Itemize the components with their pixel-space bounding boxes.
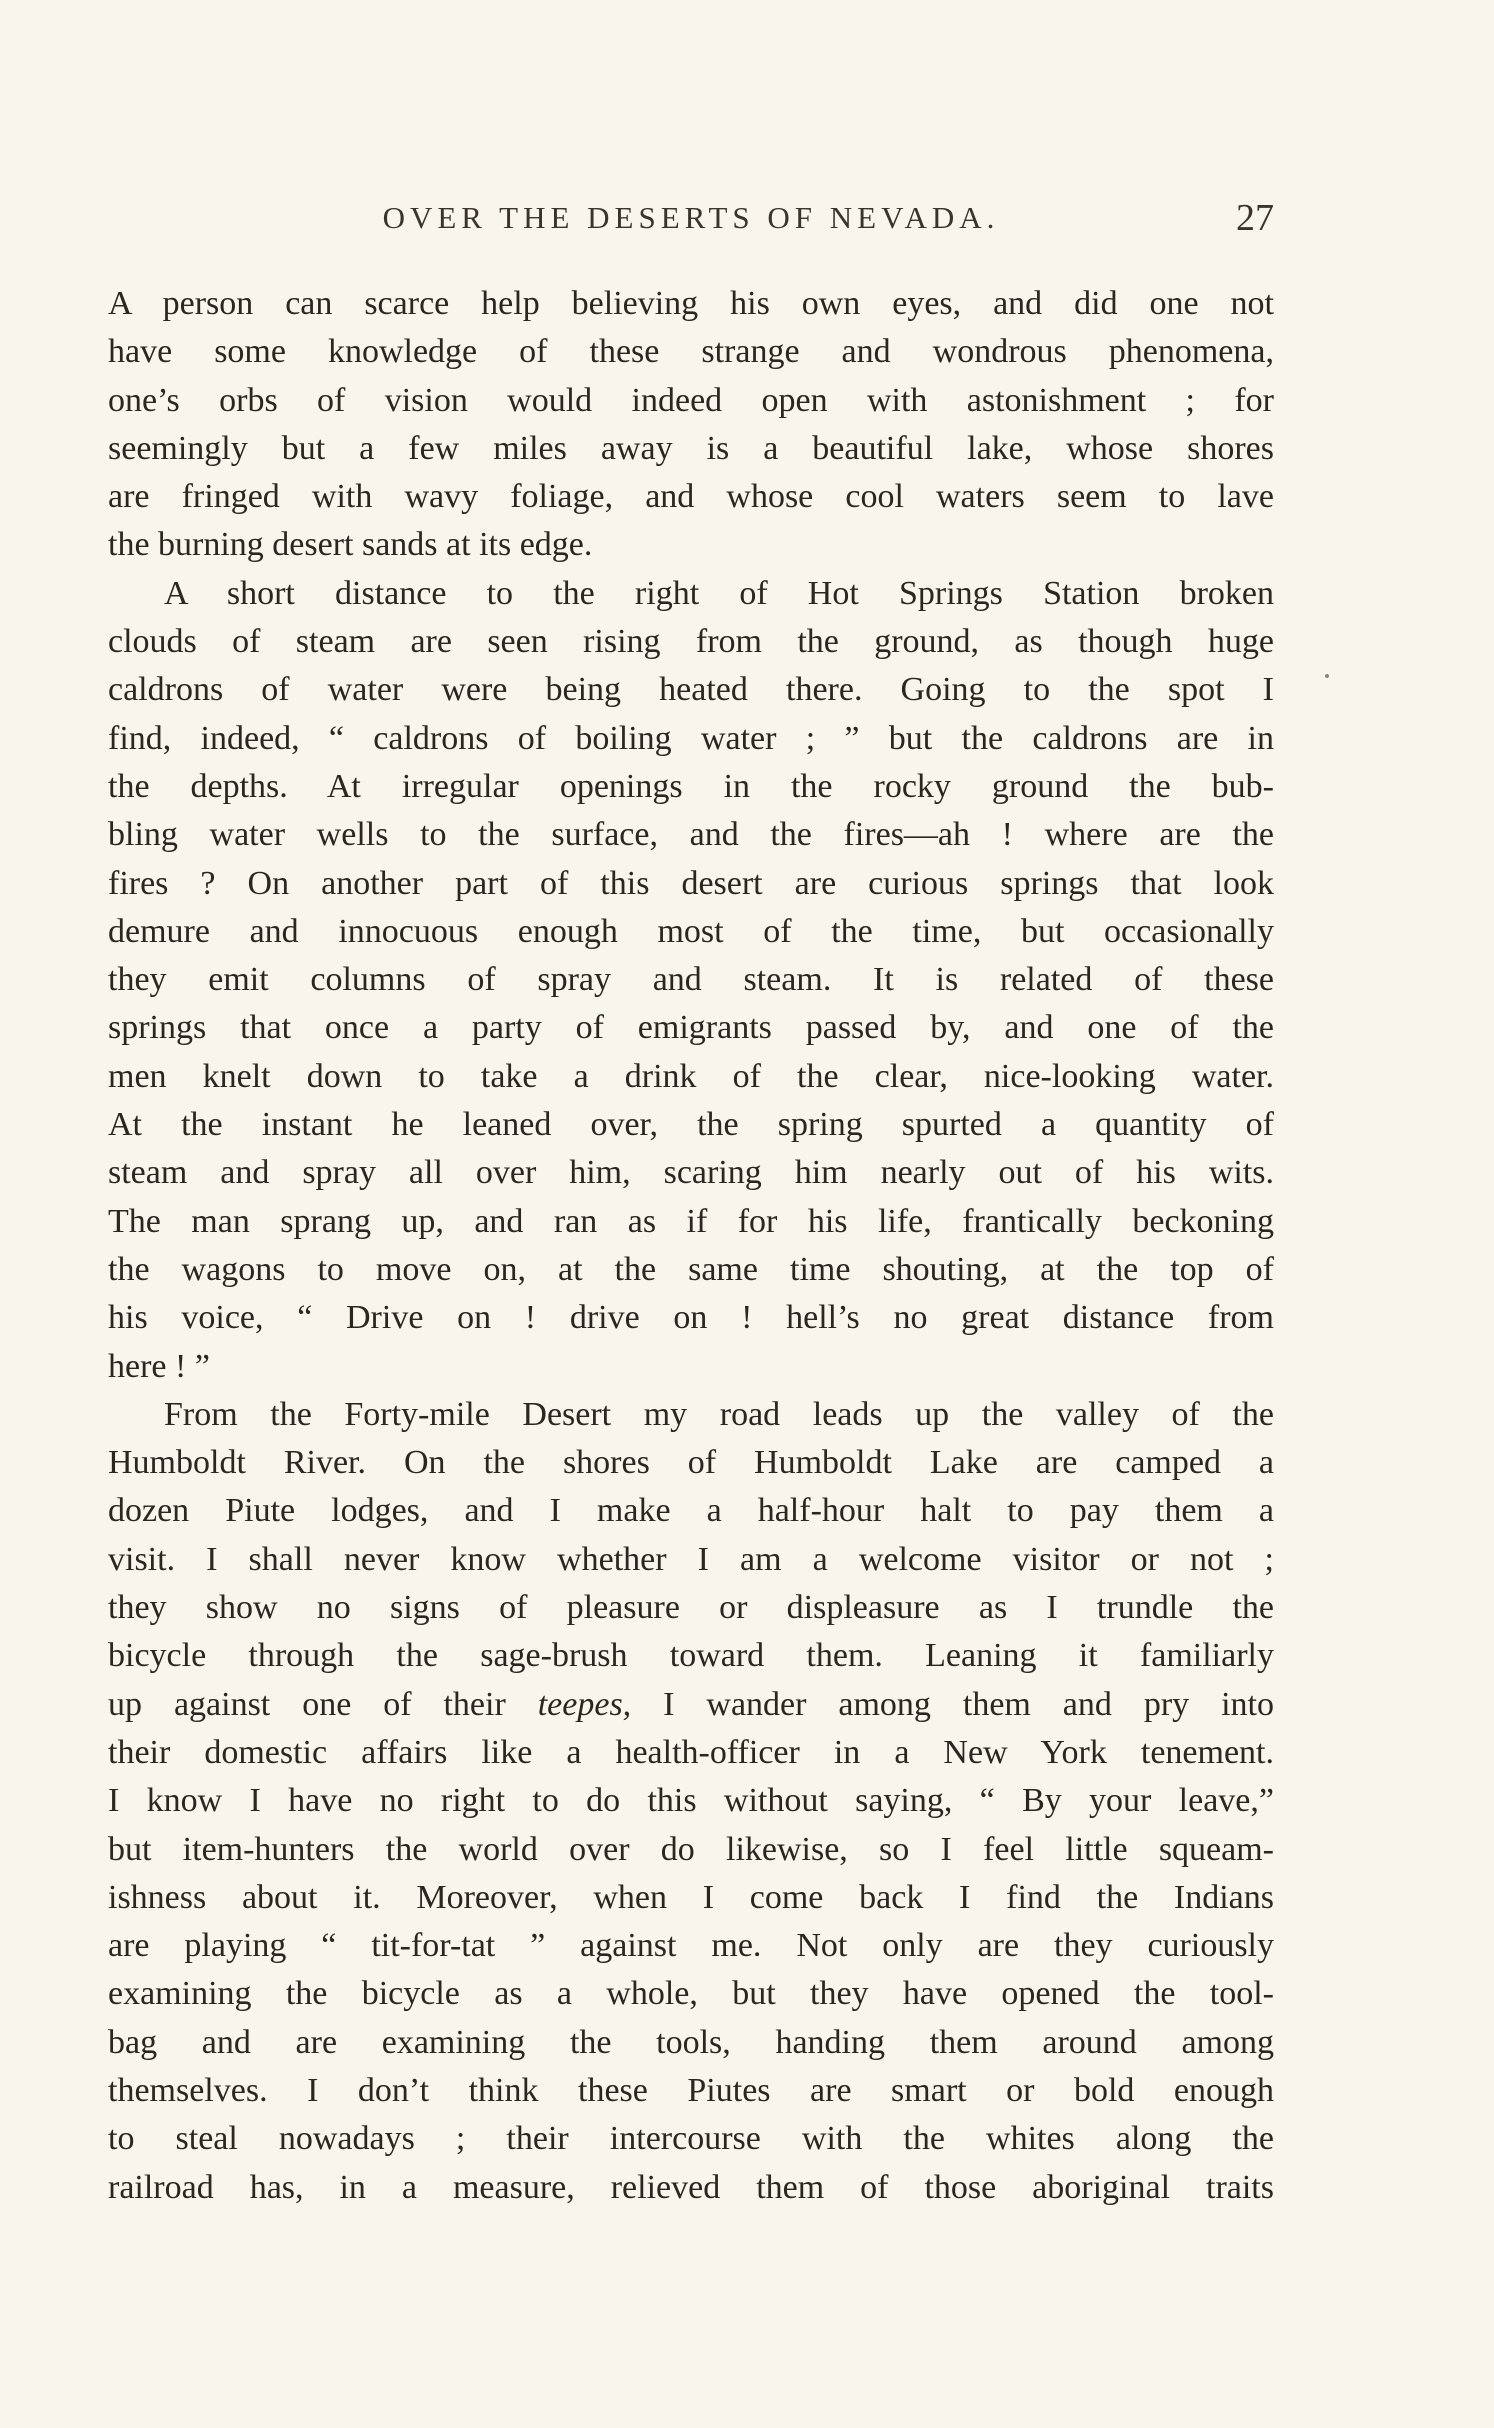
text-line: Humboldt River. On the shores of Humboldt Lake are camped a: [108, 1444, 1274, 1482]
text-line: bicycle through the sage-brush toward them. Leaning it familiarly: [108, 1637, 1274, 1675]
text-line: one’s orbs of vision would indeed open with astonishment ; for: [108, 381, 1274, 419]
text-line: demure and innocuous enough most of the time, but occasionally: [108, 912, 1274, 950]
text-line: here ! ”: [108, 1347, 210, 1385]
text-line: have some knowledge of these strange and wondrous phenomena,: [108, 333, 1274, 371]
text-line: his voice, “ Drive on ! drive on ! hell’s no great distance from: [108, 1299, 1274, 1337]
text-line: visit. I shall never know whether I am a welcome visitor or not ;: [108, 1540, 1274, 1578]
text-line: From the Forty-mile Desert my road leads up the valley of the: [164, 1395, 1274, 1433]
text-segment: up against one of their: [108, 1685, 538, 1723]
body-text: [108, 280, 1274, 2212]
text-line: bag and are examining the tools, handing them around among: [108, 2023, 1274, 2061]
text-line: steam and spray all over him, scaring him nearly out of his wits.: [108, 1154, 1274, 1192]
print-speck: [1325, 674, 1329, 678]
text-line: A short distance to the right of Hot Springs Station broken: [164, 574, 1274, 612]
text-line: the burning desert sands at its edge.: [108, 526, 593, 564]
text-segment: I wander among them and pry into: [631, 1685, 1274, 1723]
text-line: springs that once a party of emigrants passed by, and one of the: [108, 1009, 1274, 1047]
text-line: they emit columns of spray and steam. It is related of these: [108, 961, 1274, 999]
running-title: OVER THE DESERTS OF NEVADA.: [382, 200, 1000, 235]
text-line: the wagons to move on, at the same time shouting, at the top of: [108, 1250, 1274, 1288]
text-line: clouds of steam are seen rising from the ground, as though huge: [108, 623, 1274, 661]
text-line: to steal nowadays ; their intercourse with the whites along the: [108, 2120, 1274, 2158]
text-line: they show no signs of pleasure or displeasure as I trundle the: [108, 1589, 1274, 1627]
text-line: railroad has, in a measure, relieved them of those aboriginal traits: [108, 2168, 1274, 2206]
page-number: 27: [1236, 197, 1274, 239]
text-line: At the instant he leaned over, the spring spurted a quantity of: [108, 1106, 1274, 1144]
text-line: The man sprang up, and ran as if for his life, frantically beckoning: [108, 1202, 1274, 1240]
running-head: [108, 196, 1274, 248]
text-line: themselves. I don’t think these Piutes are smart or bold enough: [108, 2071, 1274, 2109]
text-line: the depths. At irregular openings in the rocky ground the bub-: [108, 767, 1274, 805]
text-line: bling water wells to the surface, and the fires—ah ! where are the: [108, 816, 1274, 854]
text-line: I know I have no right to do this without saying, “ By your leave,”: [108, 1782, 1274, 1820]
text-line: find, indeed, “ caldrons of boiling water ; ” but the caldrons are in: [108, 719, 1274, 757]
text-line: ishness about it. Moreover, when I come back I find the Indians: [108, 1878, 1274, 1916]
text-line: dozen Piute lodges, and I make a half-hour halt to pay them a: [108, 1492, 1274, 1530]
text-line: fires ? On another part of this desert are curious springs that look: [108, 864, 1274, 902]
text-line: their domestic affairs like a health-officer in a New York tenement.: [108, 1733, 1274, 1771]
text-line: men knelt down to take a drink of the clear, nice-looking water.: [108, 1057, 1274, 1095]
text-line: are playing “ tit-for-tat ” against me. Not only are they curiously: [108, 1927, 1274, 1965]
text-line: caldrons of water were being heated there. Going to the spot I: [108, 671, 1274, 709]
text-line: A person can scarce help believing his own eyes, and did one not: [108, 285, 1274, 322]
text-line: examining the bicycle as a whole, but they have opened the tool-: [108, 1975, 1274, 2013]
italic-word: teepes,: [537, 1685, 632, 1723]
text-line: [108, 1681, 1274, 1729]
text-line: are fringed with wavy foliage, and whose cool waters seem to lave: [108, 478, 1274, 516]
text-line: seemingly but a few miles away is a beautiful lake, whose shores: [108, 429, 1274, 467]
text-line: but item-hunters the world over do likewise, so I feel little squeam-: [108, 1830, 1274, 1868]
